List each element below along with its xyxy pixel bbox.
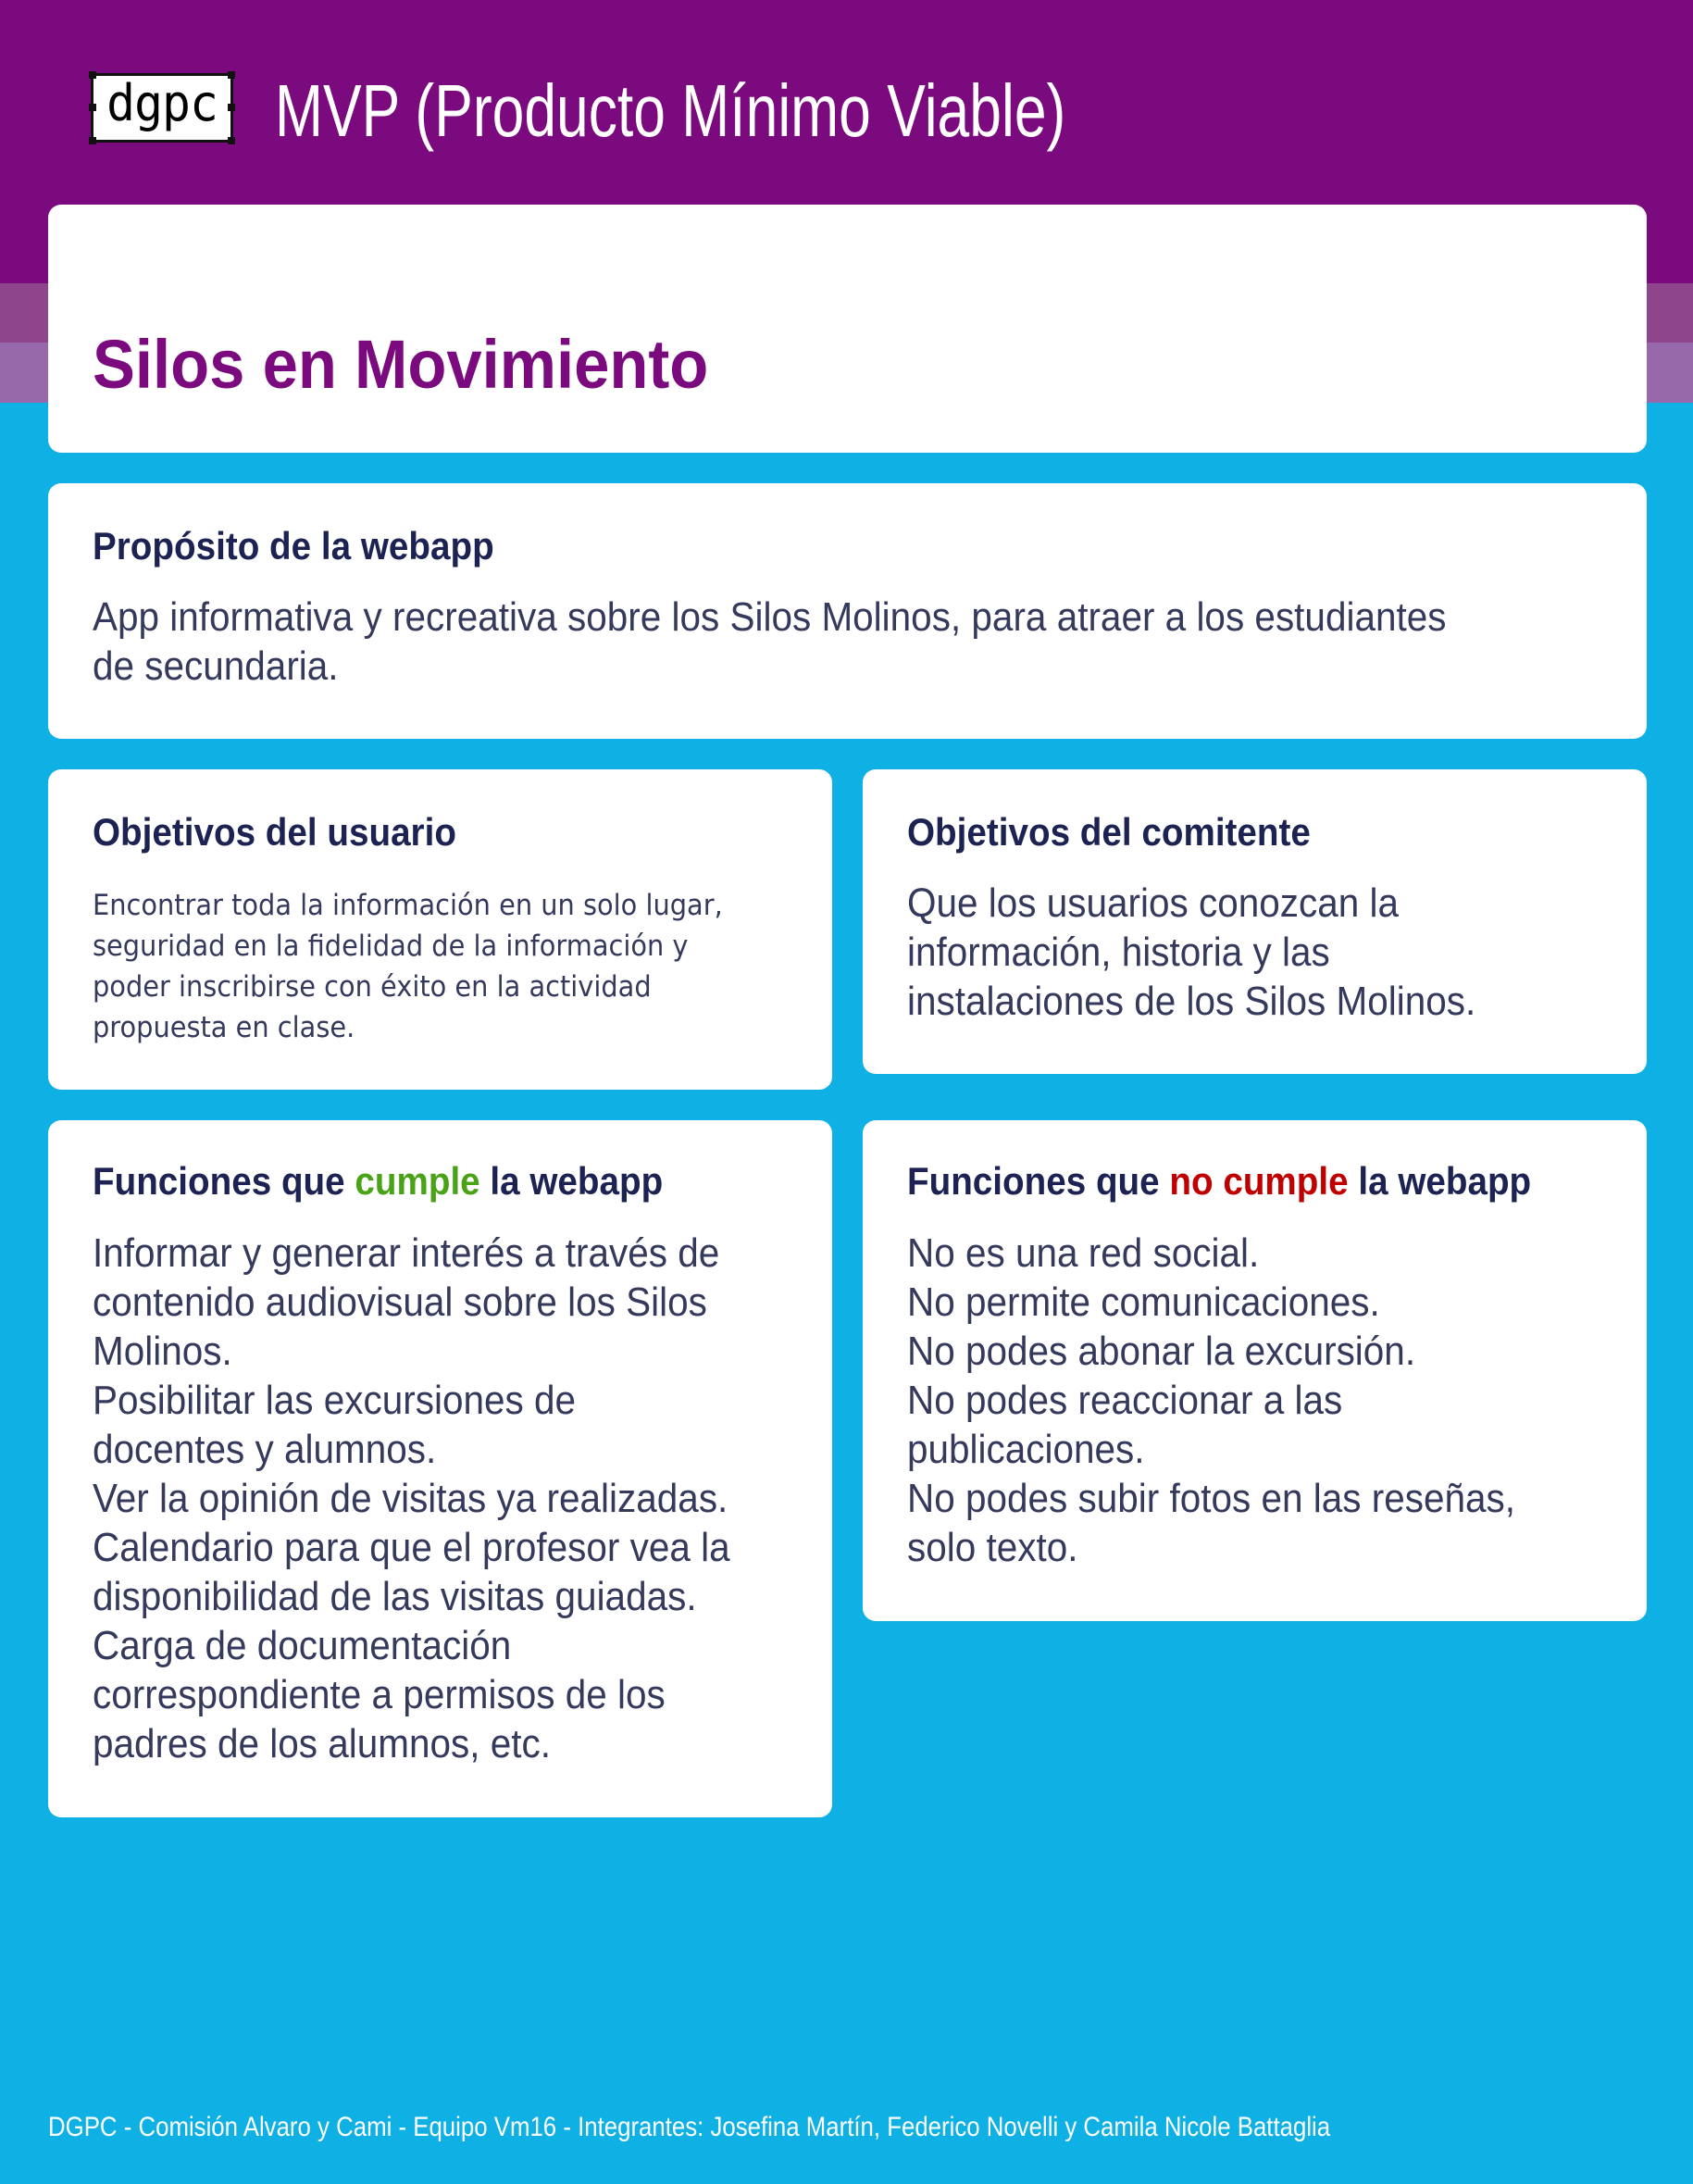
client-goals-body bbox=[907, 879, 1625, 1026]
functions-not-met-line: No es una red social. bbox=[907, 1230, 1260, 1276]
functions-not-met-heading bbox=[907, 1159, 1531, 1204]
user-goals-card bbox=[48, 769, 832, 1090]
functions-not-met-line: No podes reaccionar a las bbox=[907, 1378, 1343, 1423]
functions-met-line: padres de los alumnos, etc. bbox=[93, 1721, 552, 1766]
client-goals-card bbox=[863, 769, 1647, 1074]
user-goals-heading: Objetivos del usuario bbox=[93, 810, 456, 854]
webapp-name-card bbox=[48, 205, 1647, 453]
heading-highlight-green: cumple bbox=[355, 1159, 480, 1203]
functions-met-line: Carga de documentación bbox=[93, 1623, 512, 1668]
functions-not-met-line: No permite comunicaciones. bbox=[907, 1279, 1380, 1325]
functions-not-met-card bbox=[863, 1120, 1647, 1621]
heading-prefix: Funciones que bbox=[907, 1159, 1170, 1203]
client-goals-heading: Objetivos del comitente bbox=[907, 810, 1311, 854]
purpose-card bbox=[48, 483, 1647, 739]
user-goals-line: clase. bbox=[277, 1011, 355, 1044]
heading-prefix: Funciones que bbox=[93, 1159, 355, 1203]
heading-highlight-red: no cumple bbox=[1169, 1159, 1349, 1203]
functions-not-met-line: No podes subir fotos en las reseñas, bbox=[907, 1476, 1516, 1521]
card-heading-wrap bbox=[907, 1159, 1586, 1204]
functions-met-line: Posibilitar las excursiones de bbox=[93, 1378, 576, 1423]
logo-handle-icon bbox=[89, 137, 96, 144]
client-goals-line: instalaciones de los Silos Molinos. bbox=[907, 979, 1476, 1024]
functions-met-line: Molinos. bbox=[93, 1329, 232, 1374]
logo-handle-icon bbox=[228, 137, 235, 144]
card-heading-wrap bbox=[907, 810, 1346, 855]
user-goals-line: Encontrar toda la información en un solo lugar, bbox=[93, 889, 723, 922]
logo-handle-icon bbox=[89, 104, 96, 111]
functions-met-line: docentes y alumnos. bbox=[93, 1427, 437, 1472]
functions-met-line: contenido audiovisual sobre los Silos bbox=[93, 1279, 707, 1325]
webapp-name-value: Silos en Movimiento bbox=[93, 326, 709, 403]
logo-text: dgpc bbox=[106, 73, 218, 132]
logo-handle-icon bbox=[228, 104, 235, 111]
purpose-body bbox=[93, 593, 1625, 691]
heading-suffix: la webapp bbox=[479, 1159, 664, 1203]
client-goals-line: información, historia y las bbox=[907, 930, 1330, 975]
functions-met-line: correspondiente a permisos de los bbox=[93, 1672, 666, 1717]
functions-met-heading bbox=[93, 1159, 663, 1204]
footer-credits: DGPC - Comisión Alvaro y Cami - Equipo Vm16 - Integrantes: Josefina Martín, Federico Novelli y Camila Nicole Battaglia bbox=[48, 2112, 1331, 2142]
functions-not-met-body bbox=[907, 1229, 1625, 1572]
page-title: MVP (Producto Mínimo Viable) bbox=[275, 69, 1066, 152]
purpose-line: de secundaria. bbox=[93, 643, 339, 689]
card-heading-wrap bbox=[93, 524, 529, 568]
functions-not-met-line: solo texto. bbox=[907, 1525, 1078, 1570]
card-heading-wrap bbox=[93, 810, 488, 855]
logo-handle-icon bbox=[89, 71, 96, 79]
logo-handle-icon bbox=[228, 71, 235, 79]
purpose-line: App informativa y recreativa sobre los Silos Molinos, para atraer a los estudiantes bbox=[93, 594, 1447, 640]
user-goals-body bbox=[93, 885, 810, 1048]
heading-suffix: la webapp bbox=[1348, 1159, 1532, 1203]
functions-not-met-line: publicaciones. bbox=[907, 1427, 1145, 1472]
card-heading-wrap bbox=[93, 1159, 713, 1204]
functions-met-card bbox=[48, 1120, 832, 1817]
functions-met-body bbox=[93, 1229, 810, 1768]
functions-met-line: Ver la opinión de visitas ya realizadas. bbox=[93, 1476, 728, 1521]
purpose-heading: Propósito de la webapp bbox=[93, 524, 494, 568]
functions-met-line: disponibilidad de las visitas guiadas. bbox=[93, 1574, 697, 1619]
functions-met-line: Informar y generar interés a través de bbox=[93, 1230, 720, 1276]
user-goals-line: inscribirse con éxito en la actividad propuesta en bbox=[93, 970, 652, 1044]
user-goals-line: seguridad en la fidelidad de la información y poder bbox=[93, 930, 689, 1004]
client-goals-line: Que los usuarios conozcan la bbox=[907, 880, 1400, 926]
functions-not-met-line: No podes abonar la excursión. bbox=[907, 1329, 1416, 1374]
functions-met-line: Calendario para que el profesor vea la bbox=[93, 1525, 730, 1570]
dgpc-logo bbox=[91, 73, 233, 143]
